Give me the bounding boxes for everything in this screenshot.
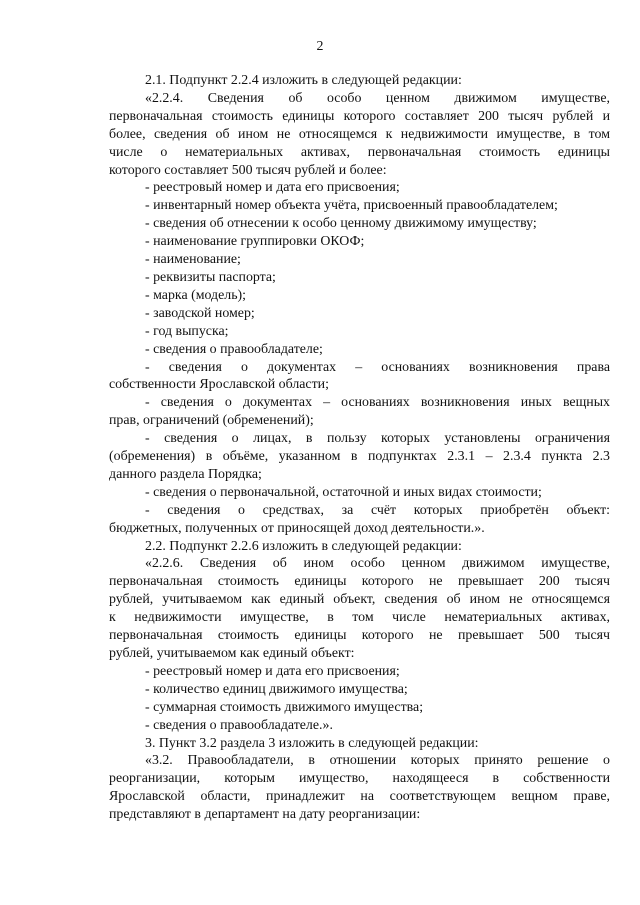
text-line-25: - сведения о средствах, за счёт которых приобретён объект: [145, 502, 610, 518]
page-number: 2 [316, 39, 324, 54]
text-line-9: - сведения об отнесении к особо ценному движимому имуществу; [145, 216, 537, 232]
text-line-18: собственности Ярославской области; [109, 377, 329, 393]
text-line-31: к недвижимости имуществе, в том числе нематериальных активах, [109, 610, 610, 626]
text-line-11: - наименование; [145, 252, 241, 268]
text-line-27: 2.2. Подпункт 2.2.6 изложить в следующей редакции: [145, 538, 462, 554]
text-line-26: бюджетных, полученных от приносящей доход деятельности.». [109, 520, 485, 536]
text-line-24: - сведения о первоначальной, остаточной и иных видах стоимости; [145, 484, 542, 500]
text-line-13: - марка (модель); [145, 287, 247, 303]
document-body [109, 72, 610, 824]
text-line-40: реорганизации, которым имущество, находящееся в собственности [109, 771, 610, 787]
text-line-2: «2.2.4. Сведения об особо ценном движимом имуществе, [145, 90, 610, 106]
text-line-14: - заводской номер; [145, 305, 255, 321]
text-line-6: которого составляет 500 тысяч рублей и более: [109, 162, 387, 178]
text-line-19: - сведения о документах – основаниях возникновения иных вещных [145, 395, 610, 411]
text-line-15: - год выпуска; [145, 323, 229, 339]
text-line-23: данного раздела Порядка; [109, 466, 262, 482]
text-line-3: первоначальная стоимость единицы которого составляет 200 тысяч рублей и [109, 108, 610, 124]
text-line-28: «2.2.6. Сведения об ином особо ценном движимом имуществе, [145, 556, 610, 572]
text-line-17: - сведения о документах – основаниях возникновения права [145, 359, 610, 375]
text-line-8: - инвентарный номер объекта учёта, присвоенный правообладателем; [145, 198, 558, 214]
text-line-34: - реестровый номер и дата его присвоения; [145, 663, 400, 679]
text-line-1: 2.1. Подпункт 2.2.4 изложить в следующей редакции: [145, 73, 462, 88]
text-line-37: - сведения о правообладателе.». [145, 717, 333, 733]
text-line-35: - количество единиц движимого имущества; [145, 681, 408, 697]
text-line-4: более, сведения об ином не относящемся к недвижимости имуществе, в том [109, 126, 610, 142]
text-line-20: прав, ограничений (обременений); [109, 413, 314, 429]
text-line-29: первоначальная стоимость единицы которого не превышает 200 тысяч [109, 574, 610, 590]
text-line-33: рублей, учитываемом как единый объект: [109, 646, 355, 661]
text-line-41: Ярославской области, принадлежит на соответствующем вещном праве, [109, 789, 610, 805]
text-line-39: «3.2. Правообладатели, в отношении которых принято решение о [145, 753, 610, 769]
text-line-5: числе о нематериальных активах, первоначальная стоимость единицы [109, 144, 610, 160]
text-line-7: - реестровый номер и дата его присвоения; [145, 180, 400, 196]
text-line-38: 3. Пункт 3.2 раздела 3 изложить в следующей редакции: [145, 735, 479, 751]
text-line-42: представляют в департамент на дату реорганизации: [109, 807, 421, 823]
text-line-30: рублей, учитываемом как единый объект, сведения об ином не относящемся [109, 592, 610, 608]
text-line-16: - сведения о правообладателе; [145, 341, 323, 357]
text-line-22: (обременения) в объёме, указанном в подпунктах 2.3.1 – 2.3.4 пункта 2.3 [109, 449, 610, 465]
text-line-36: - суммарная стоимость движимого имущества; [145, 699, 424, 715]
text-line-21: - сведения о лицах, в пользу которых установлены ограничения [145, 431, 610, 447]
text-line-32: первоначальная стоимость единицы которого не превышает 500 тысяч [109, 628, 610, 644]
text-line-12: - реквизиты паспорта; [145, 269, 276, 285]
text-line-10: - наименование группировки ОКОФ; [145, 234, 365, 250]
